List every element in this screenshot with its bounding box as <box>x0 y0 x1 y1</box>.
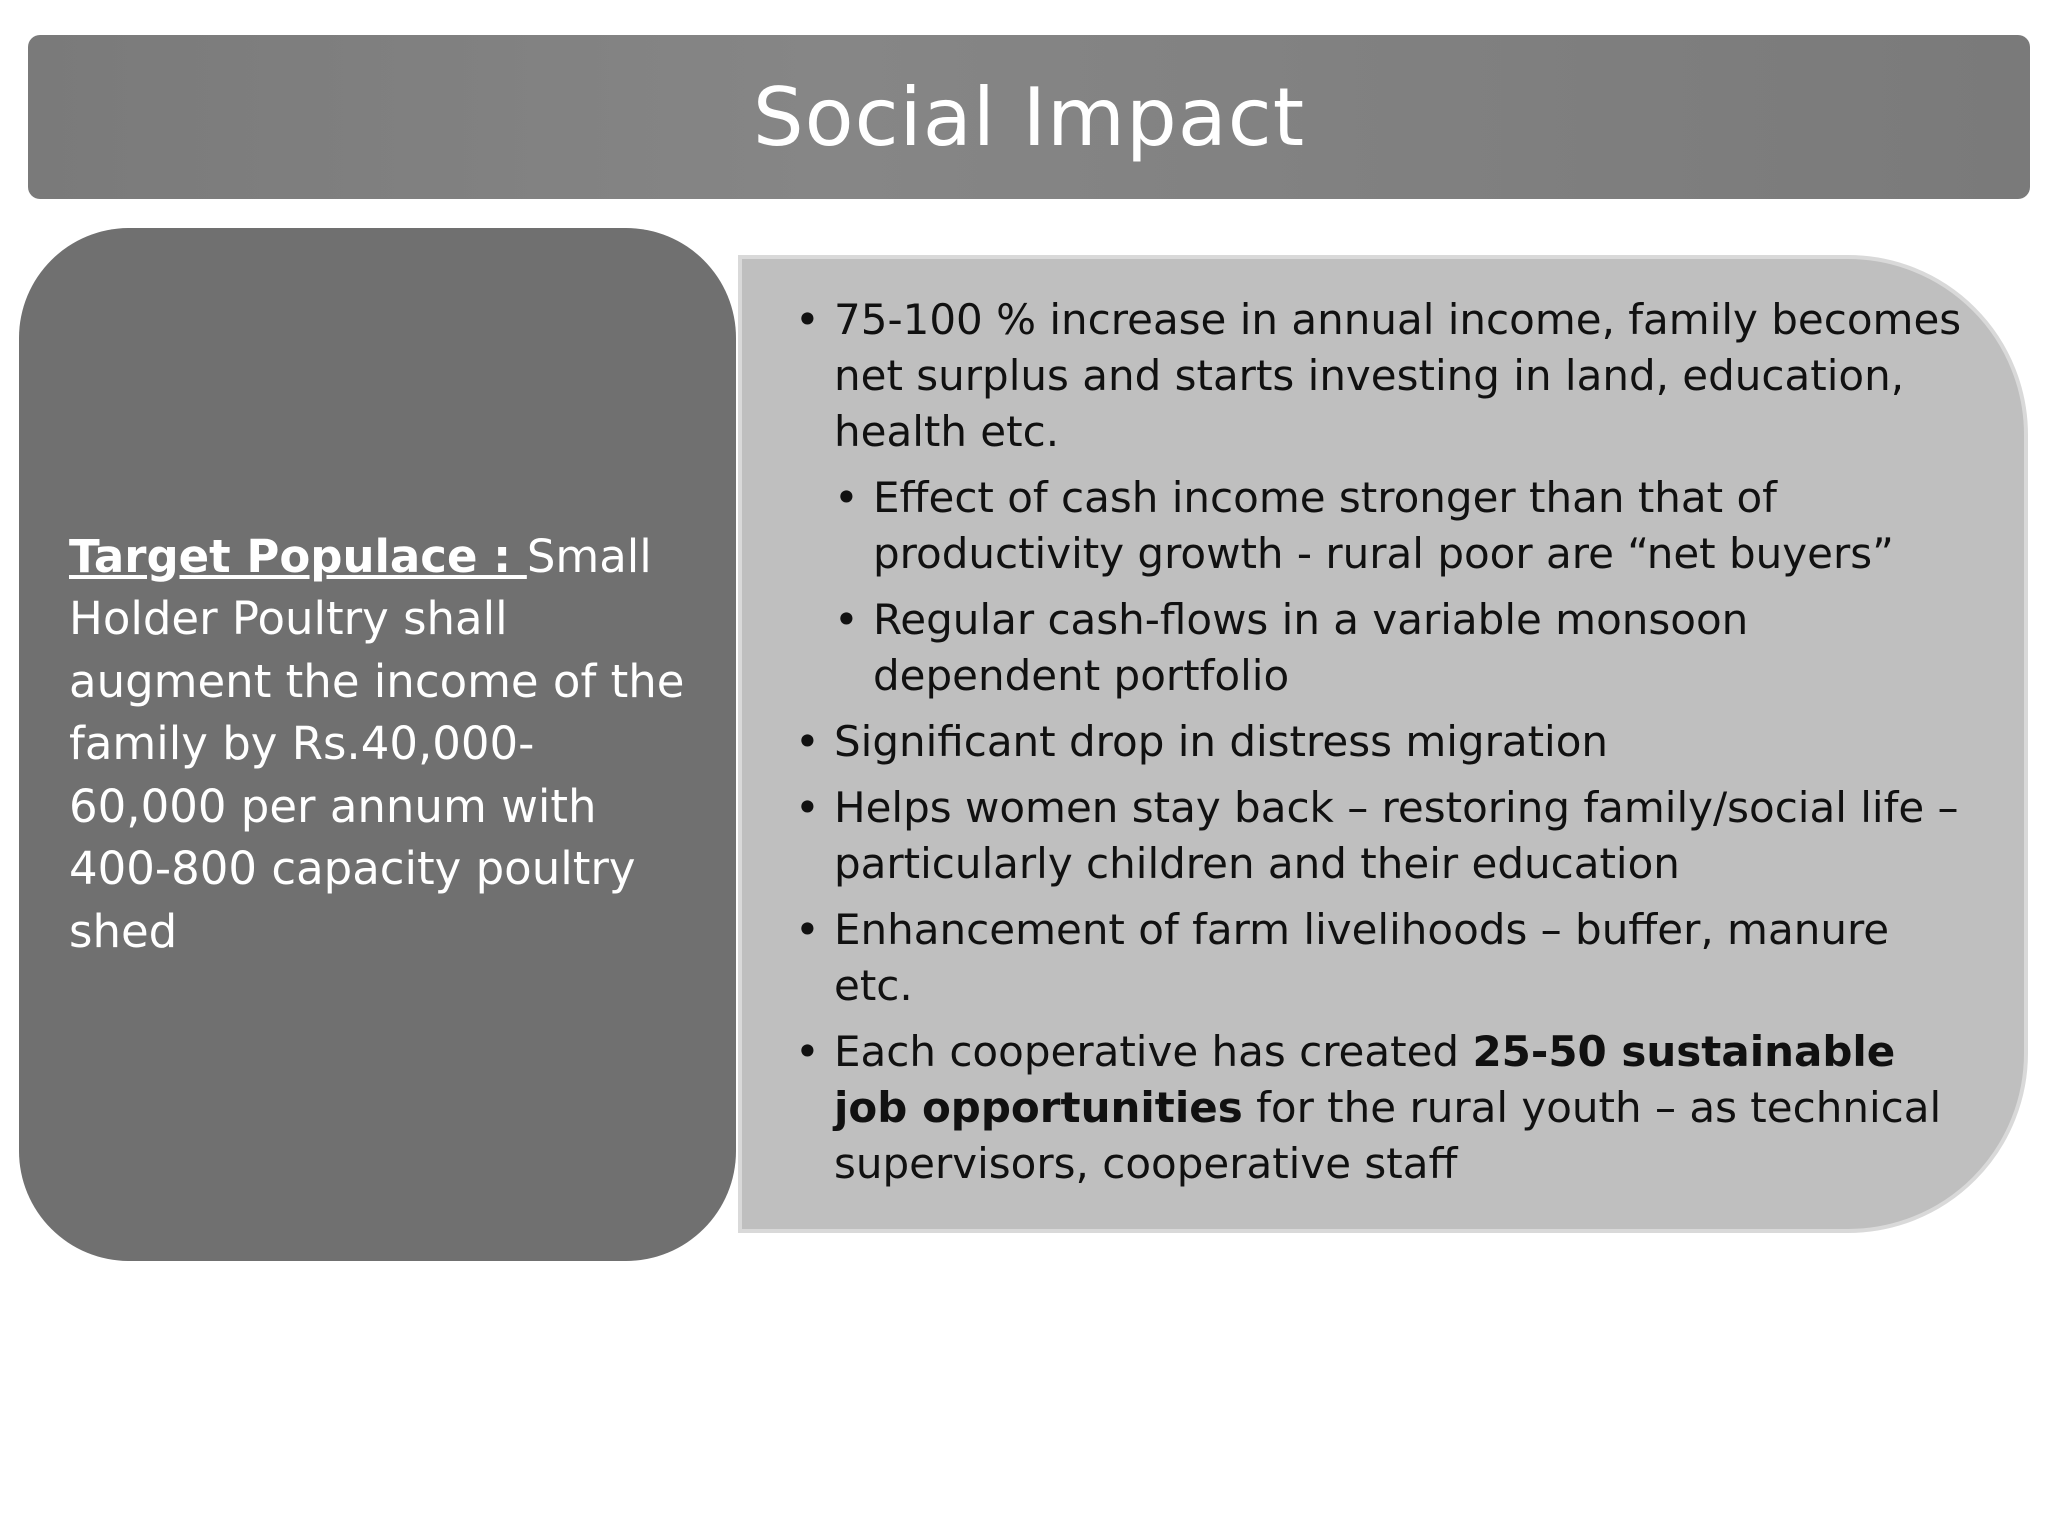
bullet-item <box>795 1024 1975 1192</box>
impact-bullet-list <box>795 292 1975 1202</box>
target-populace-description: Small Holder Poultry shall augment the income of the family by Rs.40,000-60,000 per annum with 400-800 capacity poultry shed <box>69 529 685 958</box>
target-populace-label: Target Populace : <box>69 529 527 583</box>
bullet-item: • Enhancement of farm livelihoods – buffer, manure etc. <box>795 902 1975 1014</box>
bullet-item: • 75-100 % increase in annual income, family becomes net surplus and starts investing in land, education, health etc. <box>795 292 1975 460</box>
target-populace-panel <box>19 228 736 1261</box>
bullet-text-after: for the rural youth – as technical supervisors, cooperative staff <box>834 1083 1942 1188</box>
sub-bullet-item: • Effect of cash income stronger than that of productivity growth - rural poor are “net buyers” <box>834 470 1975 582</box>
slide-title: Social Impact <box>752 70 1306 164</box>
target-populace-text <box>69 526 686 964</box>
bullet-item: • Significant drop in distress migration <box>795 714 1975 770</box>
bullet-text-bold: 25-50 sustainable job opportunities <box>834 1027 1896 1132</box>
bullet-item: • Helps women stay back – restoring family/social life – particularly children and their education <box>795 780 1975 892</box>
sub-bullet-item: • Regular cash-flows in a variable monsoon dependent portfolio <box>834 592 1975 704</box>
bullet-text-before: Each cooperative has created <box>834 1027 1473 1076</box>
title-bar <box>28 35 2030 199</box>
